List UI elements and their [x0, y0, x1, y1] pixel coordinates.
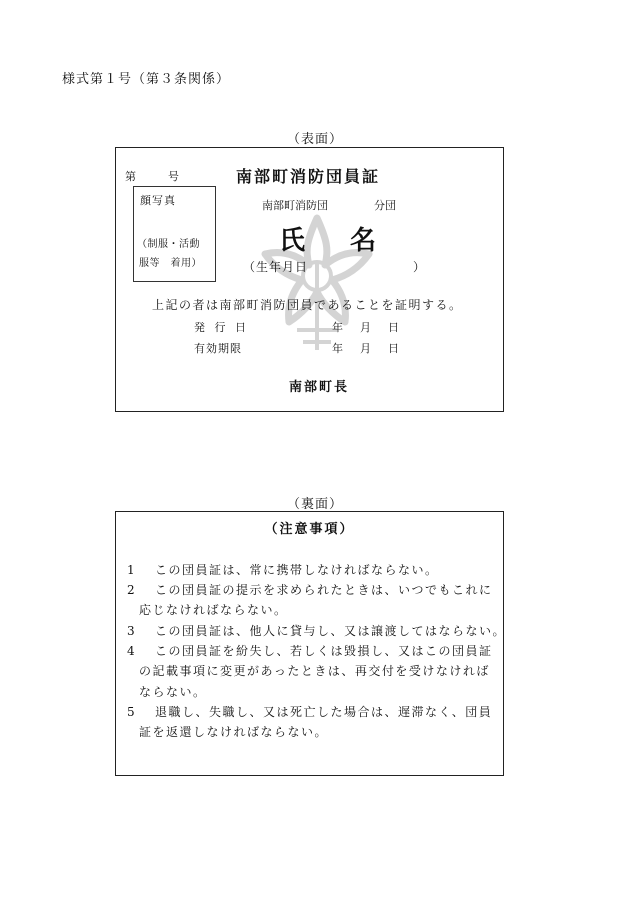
mayor-signature: 南部町長 — [289, 380, 350, 395]
branch-label: 分団 — [374, 199, 396, 212]
name-char-1: 氏 — [279, 226, 306, 256]
validity-label: 有効期限 — [194, 342, 242, 355]
photo-note-line1: （制服・活動 — [137, 239, 200, 250]
photo-note-line2: 服等 着用） — [139, 258, 202, 269]
note-line: 3 この団員証は、他人に貸与し、又は譲渡してはならない。 — [127, 624, 506, 638]
issue-year-label: 年 — [332, 321, 343, 334]
form-title: 様式第１号（第３条関係） — [62, 72, 231, 87]
note-line: 2 この団員証の提示を求められたときは、いつでもこれに — [127, 583, 493, 597]
issue-month-label: 月 — [360, 321, 371, 334]
card-title: 南部町消防団員証 — [236, 167, 381, 186]
note-line: 1 この団員証は、常に携帯しなければならない。 — [127, 563, 439, 577]
corps-name: 南部町消防団 — [262, 199, 328, 212]
note-line: 4 この団員証を紛失し、若しくは毀損し、又はこの団員証 — [127, 644, 493, 658]
issue-date-label: 発 行 日 — [194, 321, 249, 334]
notes-title: （注意事項） — [264, 522, 355, 537]
validity-year-label: 年 — [332, 342, 343, 355]
note-line: 5 退職し、失職し、又は死亡した場合は、遅滞なく、団員 — [127, 705, 493, 719]
front-face-label: （表面） — [286, 132, 343, 147]
back-face-label: （裏面） — [286, 497, 343, 512]
certify-text: 上記の者は南部町消防団員であることを証明する。 — [152, 298, 463, 312]
birthdate-open: （生年月日 — [243, 260, 309, 274]
validity-month-label: 月 — [360, 342, 371, 355]
validity-day-label: 日 — [388, 342, 399, 355]
card-number-prefix: 第 — [125, 170, 137, 183]
name-char-2: 名 — [350, 226, 377, 256]
photo-label: 顔写真 — [140, 194, 176, 207]
note-line: ならない。 — [139, 685, 207, 699]
note-line: 証を返還しなければならない。 — [139, 725, 329, 739]
card-number-suffix: 号 — [168, 170, 180, 183]
issue-day-label: 日 — [388, 321, 399, 334]
note-line: の記載事項に変更があったときは、再交付を受けなければ — [139, 664, 490, 678]
note-line: 応じなければならない。 — [139, 603, 288, 617]
birthdate-close: ） — [413, 260, 427, 274]
